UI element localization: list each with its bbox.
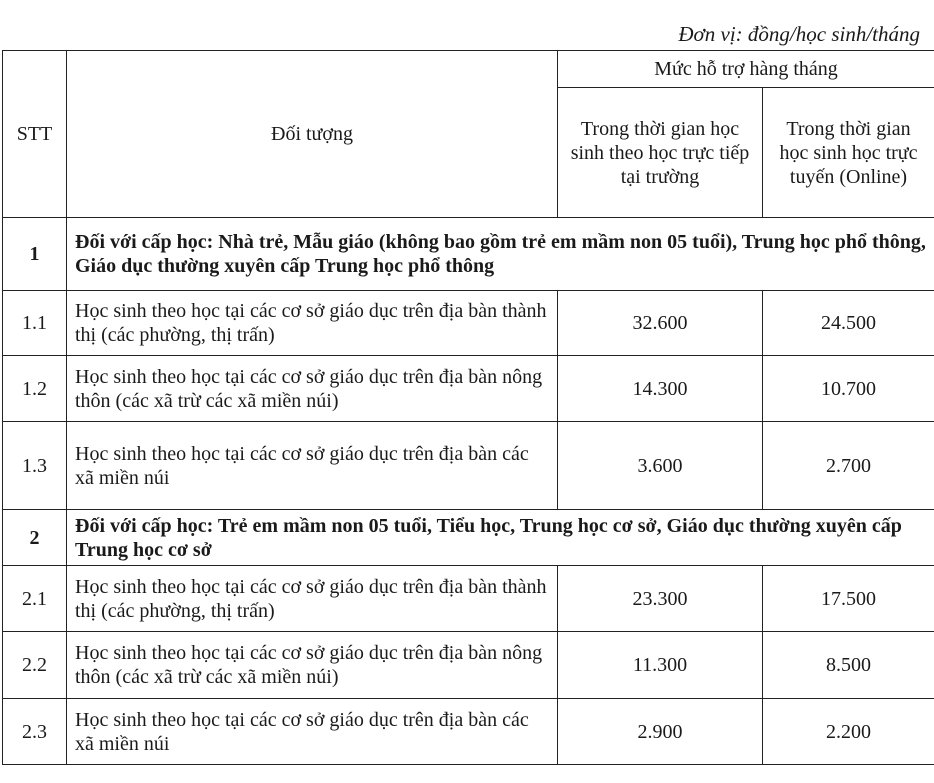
- row-subject: Học sinh theo học tại các cơ sở giáo dục trên địa bàn thành thị (các phường, thị trấn): [67, 566, 558, 632]
- section-stt: 1: [3, 218, 67, 291]
- row-stt: 2.2: [3, 632, 67, 699]
- header-stt: STT: [3, 51, 67, 218]
- row-online-value: 2.200: [763, 699, 934, 765]
- row-direct-value: 11.300: [558, 632, 763, 699]
- header-online-study: Trong thời gian học sinh học trực tuyến (Online): [763, 88, 934, 218]
- row-direct-value: 32.600: [558, 291, 763, 356]
- section-row: [3, 218, 934, 291]
- table-row: [3, 356, 934, 422]
- row-stt: 2.3: [3, 699, 67, 765]
- row-online-value: 8.500: [763, 632, 934, 699]
- row-subject: Học sinh theo học tại các cơ sở giáo dục trên địa bàn các xã miền núi: [67, 699, 558, 765]
- row-direct-value: 14.300: [558, 356, 763, 422]
- table-row: [3, 699, 934, 765]
- row-stt: 1.3: [3, 422, 67, 510]
- row-subject: Học sinh theo học tại các cơ sở giáo dục trên địa bàn các xã miền núi: [67, 422, 558, 510]
- row-stt: 2.1: [3, 566, 67, 632]
- row-online-value: 17.500: [763, 566, 934, 632]
- header-subject: Đối tượng: [67, 51, 558, 218]
- row-stt: 1.1: [3, 291, 67, 356]
- section-title: Đối với cấp học: Nhà trẻ, Mẫu giáo (không bao gồm trẻ em mầm non 05 tuổi), Trung học phổ thông, Giáo dục thường xuyên cấp Trung học phổ thông: [67, 218, 934, 291]
- row-stt: 1.2: [3, 356, 67, 422]
- row-direct-value: 3.600: [558, 422, 763, 510]
- table-row: [3, 632, 934, 699]
- section-stt: 2: [3, 510, 67, 566]
- row-direct-value: 23.300: [558, 566, 763, 632]
- row-online-value: 24.500: [763, 291, 934, 356]
- row-subject: Học sinh theo học tại các cơ sở giáo dục trên địa bàn nông thôn (các xã trừ các xã miền núi): [67, 632, 558, 699]
- support-level-table: [2, 50, 934, 765]
- row-subject: Học sinh theo học tại các cơ sở giáo dục trên địa bàn thành thị (các phường, thị trấn): [67, 291, 558, 356]
- table-row: [3, 566, 934, 632]
- row-online-value: 2.700: [763, 422, 934, 510]
- row-direct-value: 2.900: [558, 699, 763, 765]
- header-direct-study: Trong thời gian học sinh theo học trực tiếp tại trường: [558, 88, 763, 218]
- section-row: [3, 510, 934, 566]
- header-monthly-support: Mức hỗ trợ hàng tháng: [558, 51, 934, 88]
- row-subject: Học sinh theo học tại các cơ sở giáo dục trên địa bàn nông thôn (các xã trừ các xã miền núi): [67, 356, 558, 422]
- unit-note: Đơn vị: đồng/học sinh/tháng: [678, 22, 920, 46]
- row-online-value: 10.700: [763, 356, 934, 422]
- table-row: [3, 291, 934, 356]
- table-row: [3, 422, 934, 510]
- section-title: Đối với cấp học: Trẻ em mầm non 05 tuổi, Tiểu học, Trung học cơ sở, Giáo dục thường xuyên cấp Trung học cơ sở: [67, 510, 934, 566]
